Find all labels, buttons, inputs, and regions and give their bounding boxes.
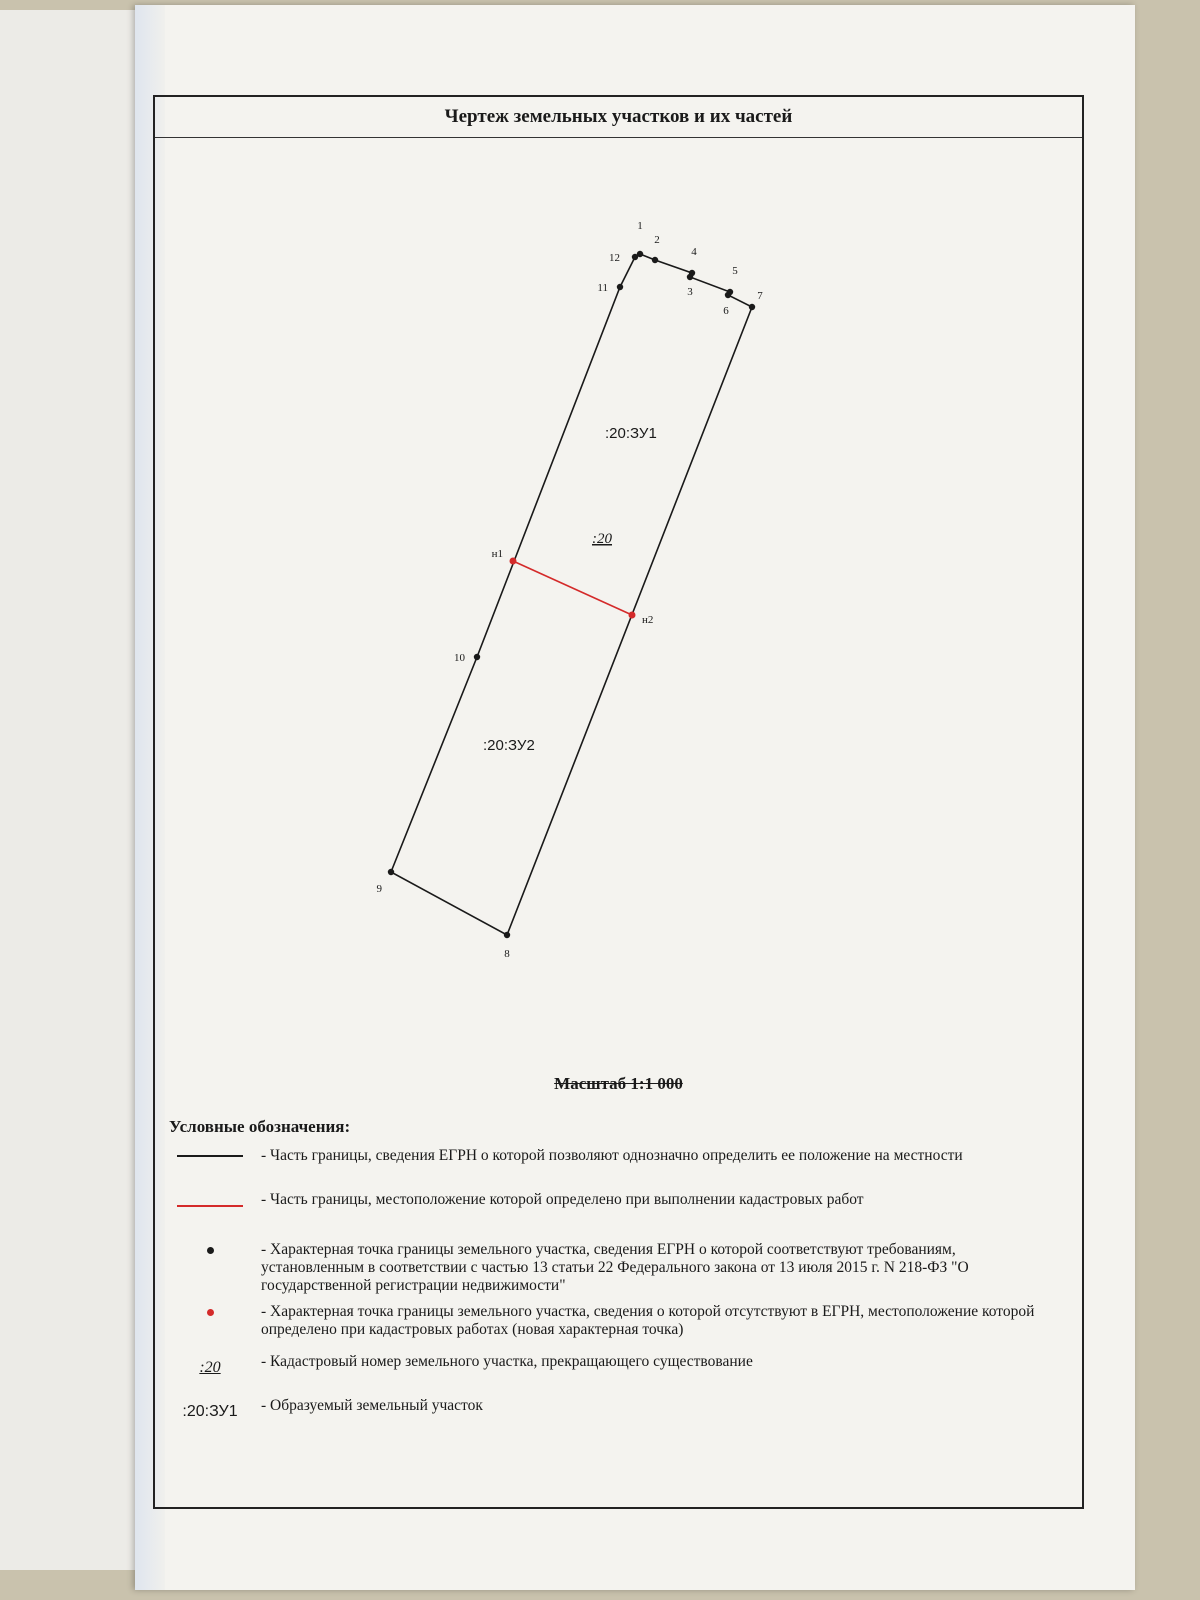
parcel-zu1-label: :20:ЗУ1 <box>605 425 657 442</box>
point-7-marker <box>749 304 755 310</box>
legend-text: - Характерная точка границы земельного участка, сведения ЕГРН о которой соответствуют требованиям, установленным в соответствии с частью 13 статьи 22 Федерального закона от 13 июля 2015 г. N 218-ФЗ "О государственной регистрации недвижимости" <box>261 1241 969 1294</box>
parcel-boundary <box>391 254 752 935</box>
legend-item-old-parcel <box>165 1353 1052 1377</box>
point-4-marker <box>689 270 695 276</box>
point-7-label: 7 <box>757 290 763 302</box>
parcel-zu2-label: :20:ЗУ2 <box>483 737 535 754</box>
legend-text: - Характерная точка границы земельного участка, сведения о которой отсутствуют в ЕГРН, местоположение которой определено при кадастровых работах (новая характерная точка) <box>261 1303 1035 1338</box>
point-11-label: 11 <box>597 282 608 294</box>
point-4-label: 4 <box>691 246 697 258</box>
point-11-marker <box>617 284 623 290</box>
point-2-label: 2 <box>654 234 660 246</box>
point-12-label: 12 <box>609 252 620 264</box>
point-8-marker <box>504 932 510 938</box>
point-8-label: 8 <box>504 948 510 960</box>
black-dot-symbol <box>207 1247 214 1254</box>
point-6-marker <box>725 292 731 298</box>
legend-text: - Образуемый земельный участок <box>261 1397 483 1414</box>
legend-title: Условные обозначения: <box>169 1117 351 1136</box>
legend-text: - Кадастровый номер земельного участка, прекращающего существование <box>261 1353 753 1370</box>
point-1-label: 1 <box>637 220 643 232</box>
point-n2-label: н2 <box>642 614 654 626</box>
point-10-label: 10 <box>454 652 465 664</box>
point-n1-marker <box>510 558 517 565</box>
legend-item-new-parcel <box>165 1397 1052 1421</box>
legend-item-red-dot <box>165 1303 1052 1339</box>
page-title: Чертеж земельных участков и их частей <box>444 106 793 127</box>
black-line-symbol <box>177 1155 243 1157</box>
new-parcel-symbol: :20:ЗУ1 <box>182 1403 238 1420</box>
legend-item-black-line <box>165 1147 1052 1165</box>
point-3-label: 3 <box>687 286 693 298</box>
parcel-drawing <box>155 97 1082 1097</box>
legend-text: - Часть границы, местоположение которой определено при выполнении кадастровых работ <box>261 1191 864 1208</box>
point-12-marker <box>632 254 638 260</box>
point-9-label: 9 <box>376 883 382 895</box>
legend-item-red-line <box>165 1191 1052 1209</box>
point-n1-label: н1 <box>491 548 503 560</box>
parcel-old-label: :20 <box>592 531 612 547</box>
point-n2-marker <box>629 612 636 619</box>
red-line-symbol <box>177 1205 243 1207</box>
legend-text: - Часть границы, сведения ЕГРН о которой позволяют однозначно определить ее положение на местности <box>261 1147 963 1164</box>
point-2-marker <box>652 257 658 263</box>
point-5-label: 5 <box>732 265 738 277</box>
old-parcel-symbol: :20 <box>199 1359 221 1376</box>
point-9-marker <box>388 869 394 875</box>
drawing-frame <box>153 95 1084 1509</box>
point-6-label: 6 <box>723 305 729 317</box>
new-boundary-line <box>513 561 632 615</box>
underlying-page <box>0 10 141 1570</box>
legend-item-black-dot <box>165 1241 1052 1295</box>
scale-label: Масштаб 1:1 000 <box>554 1074 683 1093</box>
red-dot-symbol <box>207 1309 214 1316</box>
point-10-marker <box>474 654 480 660</box>
